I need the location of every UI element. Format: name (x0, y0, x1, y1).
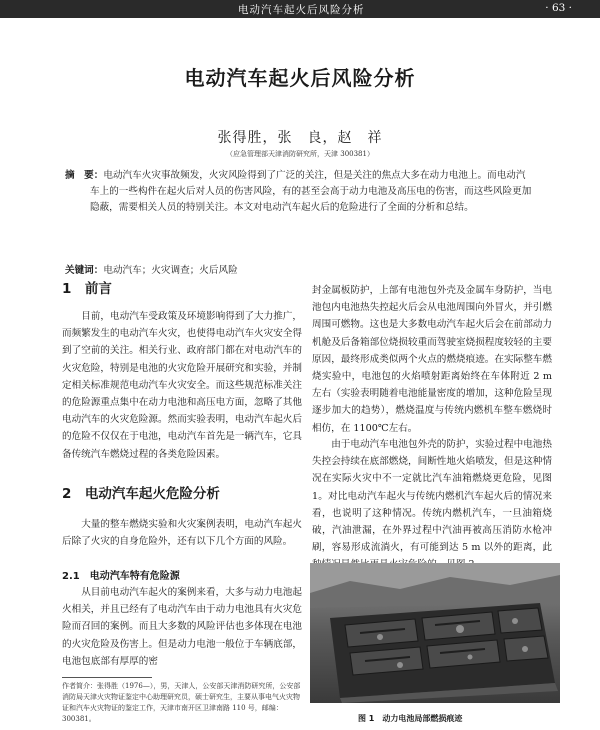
abstract (65, 168, 535, 216)
author-list: 张得胜，张 良，赵 祥 (217, 130, 383, 146)
running-header-title: 电动汽车起火后风险分析 (238, 4, 365, 16)
footnote-divider (62, 677, 152, 678)
page-number: · 63 · (545, 2, 572, 14)
figure-1-caption: 图 1 动力电池局部燃损痕迹 (358, 714, 463, 723)
section-2-1-heading: 2.1 电动汽车特有危险源 (62, 571, 180, 582)
section-1-paragraph: 目前，电动汽车受政策及环境影响得到了大力推广，而频繁发生的电动汽车火灾，也使得电动汽车火灾安全得到了空前的关注。相关行业、政府部门都在对电动汽车的火灾危险，特别是电池的火灾危险开展研究和实验，并制定相关标准规范电动汽车火灾安全。而这些规范标准关注的危险源重点集中在动力电池和高压电方面，忽略了其他电动汽车的火灾危险源。然而实验表明，电动汽车起火后的危险不仅仅在于电池，电动汽车首先是一辆汽车，它具备传统汽车燃烧过程的各类危险因素。 (62, 311, 302, 460)
abstract-text: 电动汽车火灾事故频发，火灾风险得到了广泛的关注，但是关注的焦点大多在动力电池上。而电动汽车上的一些构件在起火后对人员的伤害风险，有的甚至会高于动力电池及高压电的伤害，而这些风险更加隐蔽，需要相关人员的特别关注。本文对电动汽车起火后的危险进行了全面的分析和总结。 (90, 170, 532, 213)
battery-burn-photo (310, 563, 560, 703)
author-affiliation: （应急管理部天津消防研究所，天津 300381） (226, 150, 374, 158)
section-2-1-paragraph: 从目前电动汽车起火的案例来看，大多与动力电池起火相关，并且已经有了电动汽车由于动力电池具有火灾危险而召回的案例。而且大多数的风险评估也多体现在电池的火灾危险及伤害上。但是动力电池一般位于车辆底部，电池包底部有厚厚的密 (62, 587, 302, 667)
keywords (65, 262, 535, 276)
author-footnote: 作者简介：张得胜（1976—），男，天津人，公安部天津消防研究所，公安部消防局天津火灾物证鉴定中心助理研究员，硕士研究生，主要从事电气火灾物证和汽车火灾物证的鉴定工作，天津市南开区卫津南路 110 号，邮编：300381。 (62, 682, 301, 723)
right-column-paragraph-2: 由于电动汽车电池包外壳的防护，实验过程中电池热失控会持续在底部燃烧，间断性地火焰喷发，但是这种情况在实际火灾中不一定就比汽车油箱燃烧更危险，见图 1。对比电动汽车起火与传统内燃机汽车起火后的情况来看，也说明了这种情况。传统内燃机汽车，一旦油箱烧破，汽油泄漏，在外界过程中汽油再被高压消防水枪冲刷，容易形成流淌火，有可能到达 5 m 以外的距离，此 (312, 439, 552, 554)
right-column-paragraph-1: 封金属板防护，上部有电池包外壳及金属车身防护，当电池包内电池热失控起火后会从电池周围向外冒火，并引燃周围可燃物。这也是大多数电动汽车起火后会在前部动力机舱及后备箱部位烧损较重而驾驶室烧损程度较轻的主要原因，最终形成类似两个火点的燃烧痕迹。在实际整车燃烧实验中，电池包的火焰喷射距离始终在车体附近 2 m 左右（实验表明随着电池能量密度的增加，这种危险呈现逐步加大的趋势），燃烧温度与传统内燃机车整车燃烧时相仿，在 1100℃左右。 (312, 285, 552, 434)
keywords-text: 电动汽车；火灾调查；火后风险 (103, 265, 238, 276)
abstract-label: 摘 要： (65, 170, 104, 181)
paper-title: 电动汽车起火后风险分析 (184, 66, 416, 90)
keywords-label: 关键词： (65, 265, 104, 276)
section-2-heading: 2 电动汽车起火危险分析 (62, 486, 220, 502)
section-1-heading: 1 前言 (62, 281, 112, 297)
section-2-intro-paragraph: 大量的整车燃烧实验和火灾案例表明，电动汽车起火后除了火灾的自身危险外，还有以下几个方面的风险。 (62, 519, 302, 548)
running-header (0, 0, 600, 18)
